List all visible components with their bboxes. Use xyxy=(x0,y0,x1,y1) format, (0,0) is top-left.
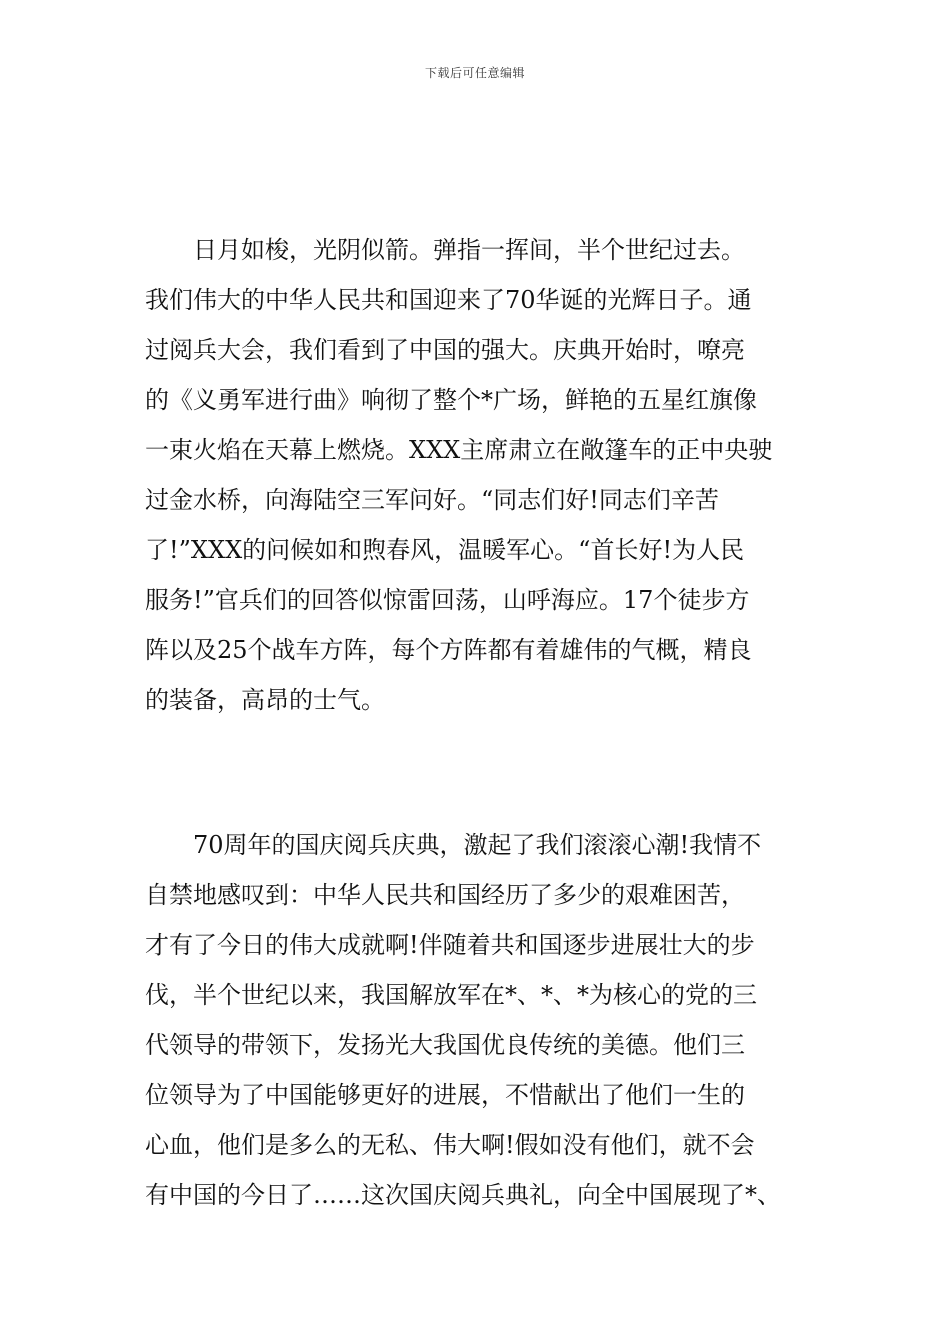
page-header: 下载后可任意编辑 xyxy=(424,66,525,80)
text-line: 位领导为了中国能够更好的进展，不惜献出了他们一生的 xyxy=(145,1081,745,1109)
text-line: 的装备，高昂的士气。 xyxy=(145,686,385,714)
text-line: 日月如梭，光阴似箭。弹指一挥间，半个世纪过去。 xyxy=(145,236,745,264)
text-line: 自禁地感叹到：中华人民共和国经历了多少的艰难困苦， xyxy=(145,881,745,909)
text-line: 70周年的国庆阅兵庆典，激起了我们滚滚心潮!我情不 xyxy=(145,831,762,859)
text-line: 了!”XXX的问候如和煦春风，温暖军心。“首长好!为人民 xyxy=(145,536,745,564)
paragraph-1 xyxy=(145,225,820,725)
text-line: 代领导的带领下，发扬光大我国优良传统的美德。他们三 xyxy=(145,1031,745,1059)
text-line: 阵以及25个战车方阵，每个方阵都有着雄伟的气概，精良 xyxy=(145,636,752,664)
text-line: 才有了今日的伟大成就啊!伴随着共和国逐步进展壮大的步 xyxy=(145,931,755,959)
text-line: 过金水桥，向海陆空三军问好。“同志们好!同志们辛苦 xyxy=(145,486,719,514)
text-line: 伐，半个世纪以来，我国解放军在*、*、*为核心的党的三 xyxy=(145,981,757,1009)
text-line: 一束火焰在天幕上燃烧。XXX主席肃立在敞篷车的正中央驶 xyxy=(145,436,773,464)
text-line: 的《义勇军进行曲》响彻了整个*广场，鲜艳的五星红旗像 xyxy=(145,386,757,414)
text-line: 我们伟大的中华人民共和国迎来了70华诞的光辉日子。通 xyxy=(145,286,752,314)
text-line: 过阅兵大会，我们看到了中国的强大。庆典开始时，嘹亮 xyxy=(145,336,745,364)
text-line: 服务!”官兵们的回答似惊雷回荡，山呼海应。17个徒步方 xyxy=(145,586,750,614)
text-line: 有中国的今日了……这次国庆阅兵典礼，向全中国展现了*、 xyxy=(145,1181,781,1209)
text-line: 心血，他们是多么的无私、伟大啊!假如没有他们，就不会 xyxy=(145,1131,755,1159)
paragraph-2 xyxy=(145,820,820,1220)
